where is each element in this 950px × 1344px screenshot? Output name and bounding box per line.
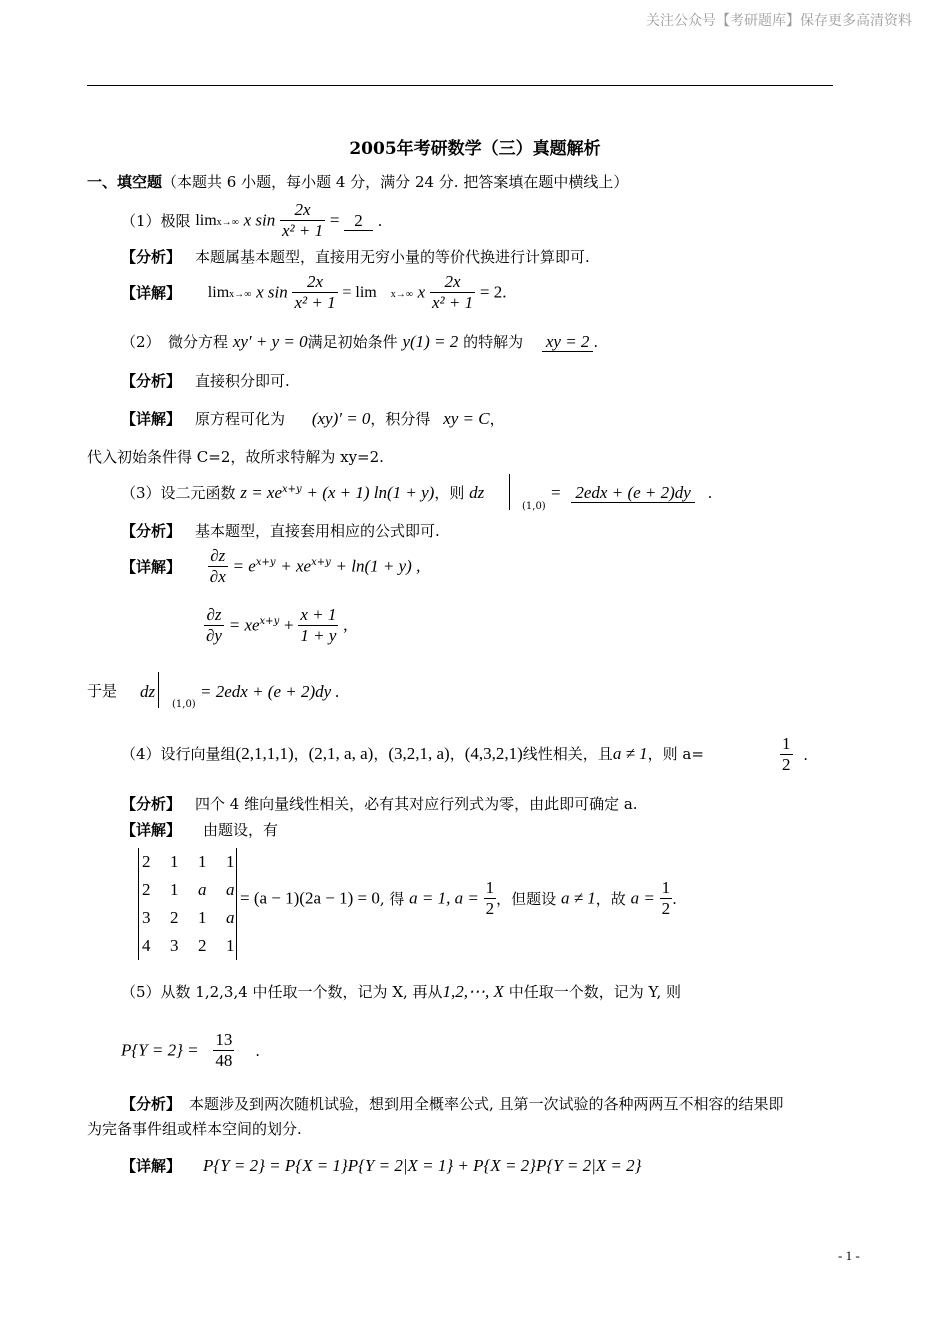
q4-cond: a ≠ 1 — [612, 744, 648, 763]
q4-v2: (2,1, a, a) — [308, 744, 374, 763]
q3-result-bar — [158, 672, 159, 708]
q3-dx-px: ∂x — [209, 567, 226, 587]
q3-eval-at: (1,0) — [522, 501, 546, 512]
q3-dx-rhs-b: + xe — [280, 556, 312, 576]
q4-v1: (2,1,1,1) — [235, 744, 294, 763]
q4-final-den: 2 — [661, 899, 671, 919]
q1-prefix: （1）极限 — [121, 211, 191, 230]
q3-eval-bar — [509, 474, 510, 510]
q4-final: a = — [630, 888, 655, 908]
q4-mid: ，但题设 — [496, 889, 557, 908]
page-title: 2005年考研数学（三）真题解析 — [349, 139, 601, 159]
q1-analysis-label: 【分析】 — [121, 248, 182, 266]
matrix-cell: a — [198, 880, 207, 899]
det-right-bar — [236, 848, 237, 960]
q4-answer — [780, 734, 808, 776]
q3-dy-rhs-a: = xe — [228, 615, 260, 635]
q2-detail-label: 【详解】 — [121, 410, 182, 428]
q2-answer: xy = 2 — [542, 332, 594, 352]
matrix-cell: a — [226, 880, 235, 899]
q4-line — [121, 745, 704, 762]
q4-get: , 得 — [379, 889, 405, 908]
q5-line — [121, 983, 681, 1000]
q4-ans-den: 2 — [782, 755, 791, 775]
q2-tail: 的特解为 — [463, 333, 524, 351]
q3-detail-dx — [121, 546, 420, 588]
q4-detail-label: 【详解】 — [121, 821, 182, 839]
q2-end: . — [593, 333, 599, 351]
q5-ans-num: 13 — [213, 1030, 234, 1051]
q3-result: = 2edx + (e + 2)dy . — [200, 682, 340, 701]
q2-analysis-label: 【分析】 — [121, 372, 182, 390]
section-heading — [87, 175, 628, 190]
q4-analysis-text: 四个 4 维向量线性相关，必有其对应行列式为零，由此即可确定 a. — [195, 795, 638, 813]
page-number: - 1 - — [838, 1248, 860, 1263]
determinant-matrix — [138, 848, 236, 960]
q1-analysis — [121, 250, 590, 265]
q2-analysis-text: 直接积分即可. — [195, 372, 290, 390]
q1-lim: lim — [195, 212, 217, 230]
matrix-cell: 1 — [170, 880, 179, 899]
section-heading-label: 一、填空题 — [87, 173, 163, 191]
q4-tail: 线性相关，且 — [522, 745, 613, 763]
q4-dot: . — [672, 889, 677, 908]
q3-dy-end: , — [343, 615, 348, 635]
q4-analysis-label: 【分析】 — [121, 795, 182, 813]
q3-dx-exp1: x+y — [255, 556, 276, 568]
q1-xsin: x sin — [243, 210, 276, 230]
q3-func-exp: x+y — [282, 484, 302, 495]
q3-detail-label: 【详解】 — [121, 557, 182, 576]
q3-answer: 2edx + (e + 2)dy — [571, 483, 694, 503]
q3-dy-py: ∂y — [206, 626, 222, 646]
q3-dy-pz: ∂z — [204, 605, 224, 626]
q3-analysis-label: 【分析】 — [121, 522, 182, 540]
q4-roots: a = 1, a = — [409, 888, 479, 908]
q1-detail-den: x² + 1 — [294, 293, 336, 313]
q5-tail: 中任取一个数，记为 Y, 则 — [508, 983, 681, 1001]
q1-detail-num: 2x — [292, 272, 337, 293]
matrix-cell: 1 — [198, 852, 207, 871]
q3-func-tail: + (x + 1) ln(1 + y) — [306, 483, 435, 502]
q4-det-eq: = (a − 1)(2a − 1) = 0 — [240, 888, 380, 908]
matrix-cell: 2 — [198, 936, 207, 955]
q1-detail-lim-sub: x→∞ — [229, 289, 252, 301]
q4-detail-text: 由题设，有 — [203, 821, 279, 839]
q4-root-num: 1 — [484, 878, 497, 899]
q3-dx-rhs-c: + ln(1 + y) , — [335, 556, 421, 576]
q3-eq: = — [551, 483, 561, 502]
q1-num: 2x — [280, 200, 325, 221]
q4-root-den: 2 — [485, 899, 495, 919]
q3-answer-line — [551, 484, 712, 501]
q2-analysis — [121, 374, 290, 389]
q4-analysis — [121, 797, 638, 812]
q3-detail-dy — [204, 605, 347, 647]
q5-analysis — [121, 1097, 784, 1112]
q4-sep3: ， — [449, 745, 465, 763]
q2-detail-d: ， — [489, 410, 505, 428]
q2-eq1: xy′ + y = 0 — [232, 332, 308, 351]
q5-detail-label: 【详解】 — [121, 1157, 182, 1175]
q3-dy-rhs-b: + — [284, 615, 294, 635]
q3-result-at: (1,0) — [172, 699, 196, 710]
q2-detail-a: 原方程可化为 — [195, 410, 286, 428]
matrix-cell: 4 — [142, 936, 151, 955]
matrix-cell: 2 — [142, 852, 151, 871]
q1-analysis-text: 本题属基本题型，直接用无穷小量的等价代换进行计算即可. — [195, 248, 590, 266]
header-rule — [87, 85, 833, 86]
matrix-cell: a — [226, 908, 235, 927]
q3-dy-den: 1 + y — [300, 626, 337, 646]
q4-v4: (4,3,2,1) — [464, 744, 523, 763]
q3-line — [121, 484, 484, 501]
q1-answer: 2 — [344, 211, 373, 231]
q3-analysis — [121, 524, 440, 539]
q5-analysis-text-b: 为完备事件组或样本空间的划分. — [87, 1120, 302, 1138]
q3-dz: dz — [469, 483, 485, 502]
q3-dy-exp: x+y — [259, 615, 280, 627]
q1-detail-xsin: x sin — [256, 282, 288, 302]
q3-dx-exp2: x+y — [311, 556, 331, 568]
matrix-cell: 3 — [170, 936, 179, 955]
matrix-cell: 1 — [170, 852, 179, 871]
q1-eq: = — [329, 210, 340, 230]
q2-prefix: （2） 微分方程 — [121, 333, 229, 351]
q5-prob-line — [121, 1030, 260, 1072]
q1-detail-lim: lim — [207, 284, 230, 302]
matrix-cell: 3 — [142, 908, 151, 927]
q4-cond2: a ≠ 1 — [560, 888, 596, 908]
q1-detail-label: 【详解】 — [121, 283, 182, 302]
q5-prob: P{Y = 2} = — [121, 1040, 199, 1060]
q4-final-num: 1 — [660, 878, 673, 899]
matrix-cell: 1 — [226, 852, 235, 871]
q1-end: . — [377, 211, 383, 230]
q2-detail-c: xy = C — [443, 409, 490, 428]
q3-so: 于是 — [87, 682, 118, 700]
q1-den: x² + 1 — [282, 221, 324, 241]
q2-line — [121, 333, 598, 350]
q1-detail-x: x — [417, 282, 426, 302]
q3-dx-rhs-a: = e — [232, 556, 256, 576]
q4-end: . — [803, 745, 809, 764]
q5-detail — [121, 1157, 641, 1174]
q1-detail-den2: x² + 1 — [432, 293, 474, 313]
q4-sep2: ， — [373, 745, 389, 763]
matrix-cell: 1 — [226, 936, 235, 955]
q3-dy-num: x + 1 — [298, 605, 338, 626]
q5-ans-den: 48 — [215, 1051, 233, 1071]
q2-cond: y(1) = 2 — [402, 332, 459, 351]
q1-detail-mid-sub: x→∞ — [390, 289, 413, 301]
q5-end: . — [255, 1041, 260, 1060]
q4-prefix: （4）设行向量组 — [121, 745, 236, 763]
q1-detail-end: = 2. — [479, 282, 507, 302]
q2-conclusion: 代入初始条件得 C=2，故所求特解为 xy=2. — [87, 448, 384, 466]
header-watermark-note: 关注公众号【考研题库】保存更多高清资料 — [646, 13, 912, 29]
q5-analysis-text-a: 本题涉及到两次随机试验，想到用全概率公式, 且第一次试验的各种两两互不相容的结果即 — [189, 1095, 784, 1113]
q4-sep1: ， — [293, 745, 309, 763]
q3-dx-pz: ∂z — [208, 546, 228, 567]
q3-end: . — [707, 484, 713, 502]
q5-detail-text: P{Y = 2} = P{X = 1}P{Y = 2|X = 1} + P{X = 2}P{Y = 2|X = 2} — [203, 1156, 642, 1175]
q3-result-dz: dz — [140, 682, 156, 701]
q2-detail-eq: (xy)′ = 0 — [311, 409, 371, 428]
q1-detail-num2: 2x — [430, 272, 475, 293]
q3-func: z = xe — [240, 483, 283, 502]
q3-prefix: （3）设二元函数 — [121, 484, 236, 502]
matrix-cell: 2 — [142, 880, 151, 899]
q4-detail — [121, 823, 278, 838]
q1-line — [121, 200, 382, 242]
q1-detail-mid: = lim — [342, 284, 377, 302]
q3-analysis-text: 基本题型，直接套用相应的公式即可. — [195, 522, 440, 540]
q3-then: ，则 — [434, 484, 465, 502]
q1-detail — [121, 272, 507, 314]
q4-v3: (3,2,1, a) — [388, 744, 450, 763]
q5-prefix: （5）从数 1,2,3,4 中任取一个数，记为 X, 再从 — [121, 983, 443, 1001]
q2-detail-b: ，积分得 — [370, 410, 431, 428]
q4-so: ，故 — [595, 889, 626, 908]
q5-seq: 1,2,⋯, X — [442, 982, 504, 1001]
q4-det-line — [240, 878, 677, 920]
section-desc: （本题共 6 小题，每小题 4 分，满分 24 分. 把答案填在题中横线上） — [162, 173, 629, 191]
q4-then: ，则 a= — [647, 745, 704, 763]
q4-ans-num: 1 — [780, 734, 793, 755]
q2-detail — [121, 410, 505, 427]
matrix-cell: 2 — [170, 908, 179, 927]
matrix-cell: 1 — [198, 908, 207, 927]
q1-lim-sub: x→∞ — [216, 217, 239, 229]
q2-mid: 满足初始条件 — [307, 333, 398, 351]
q5-analysis-label: 【分析】 — [121, 1095, 182, 1113]
